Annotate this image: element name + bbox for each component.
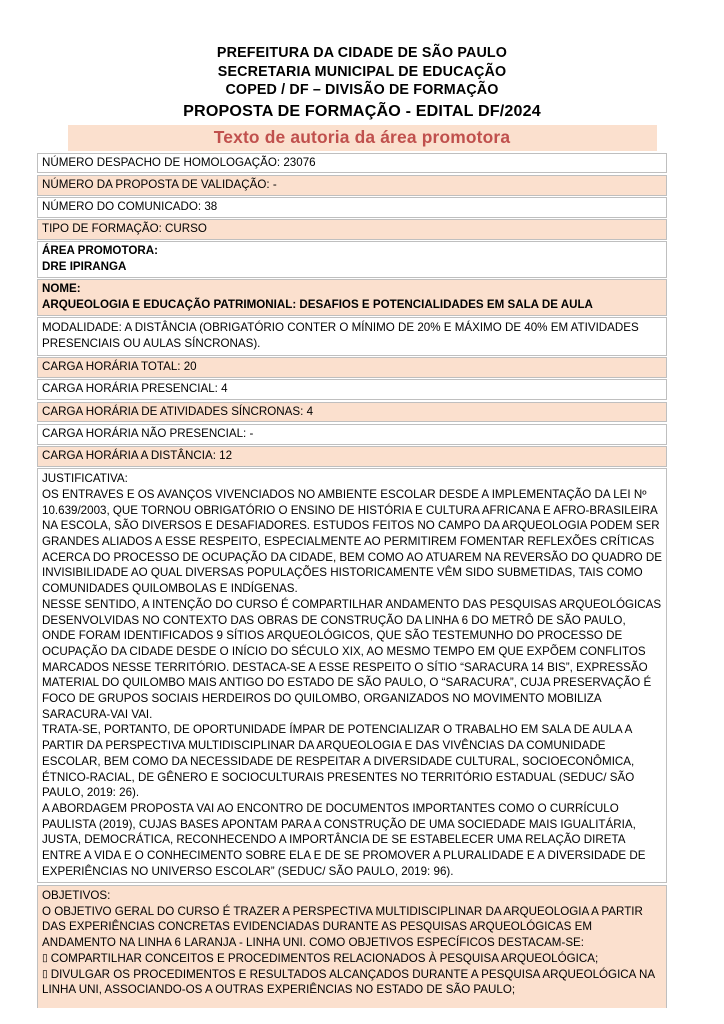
objetivo-bullet-1-text: COMPARTILHAR CONCEITOS E PROCEDIMENTOS RELACIONADOS À PESQUISA ARQUEOLÓGICA; xyxy=(50,951,599,965)
modalidade-value: MODALIDADE: A DISTÂNCIA (OBRIGATÓRIO CONTER O MÍNIMO DE 20% E MÁXIMO DE 40% EM ATIVIDADES PRESENCIAIS OU AULAS SÍNCRONAS). xyxy=(42,321,639,350)
proposta-validacao-value: NÚMERO DA PROPOSTA DE VALIDAÇÃO: - xyxy=(42,177,277,191)
row-carga-horaria-sincronas xyxy=(37,402,667,423)
carga-distancia-value: CARGA HORÁRIA A DISTÂNCIA: 12 xyxy=(42,449,233,462)
header-line-prefeitura: PREFEITURA DA CIDADE DE SÃO PAULO xyxy=(216,45,508,61)
row-carga-horaria-distancia xyxy=(37,446,667,467)
row-carga-horaria-total xyxy=(37,357,667,378)
objetivos-intro: O OBJETIVO GERAL DO CURSO É TRAZER A PERSPECTIVA MULTIDISCIPLINAR DA ARQUEOLOGIA A PARTIR DAS EXPERIÊNCIAS CONCRETAS EVIDENCIADAS DURANTE AS PESQUISAS ARQUEOLÓGICAS EM ANDAMENTO NA LINHA 6 LARANJA - LINHA UNI. COMO OBJETIVOS ESPECÍFICOS DESTACAM-SE: xyxy=(42,904,643,950)
row-despacho-homologacao xyxy=(37,153,667,174)
objetivos-label: OBJETIVOS: xyxy=(42,888,111,902)
justificativa-paragraph-3: TRATA-SE, PORTANTO, DE OPORTUNIDADE ÍMPAR DE POTENCIALIZAR O TRABALHO EM SALA DE AULA A PARTIR DA PERSPECTIVA MULTIDISCIPLINAR DA ARQUEOLOGIA E DAS VIVÊNCIAS DA COMUNIDADE ESCOLAR, BEM COMO DA NECESSIDADE DE RESPEITAR A DIVERSIDADE CULTURAL, SOCIOECONÔMICA, ÉTNICO-RACIAL, DE GÊNERO E SOCIOCULTURAIS PRESENTES NO TERRITÓRIO ESTADUAL (SEDUC/ SÃO PAULO, 2019: 26). xyxy=(42,723,635,800)
area-promotora-label: ÁREA PROMOTORA: xyxy=(42,244,158,258)
comunicado-value: NÚMERO DO COMUNICADO: 38 xyxy=(42,200,218,214)
carga-presencial-value: CARGA HORÁRIA PRESENCIAL: 4 xyxy=(42,382,228,396)
nome-value: ARQUEOLOGIA E EDUCAÇÃO PATRIMONIAL: DESAFIOS E POTENCIALIDADES EM SALA DE AULA xyxy=(42,298,593,312)
row-modalidade xyxy=(37,317,667,355)
carga-total-value: CARGA HORÁRIA TOTAL: 20 xyxy=(42,360,197,374)
row-nome xyxy=(37,279,667,315)
row-carga-horaria-nao-presencial xyxy=(37,424,667,445)
nome-label: NOME: xyxy=(42,282,81,296)
justificativa-paragraph-4: A ABORDAGEM PROPOSTA VAI AO ENCONTRO DE DOCUMENTOS IMPORTANTES COMO O CURRÍCULO PAULISTA (2019), CUJAS BASES APONTAM PARA A CONSTRUÇÃO DE UMA SOCIEDADE MAIS IGUALITÁRIA, JUSTA, DEMOCRÁTICA, RECONHECENDO A IMPORTÂNCIA DE SE ESTABELECER UMA RELAÇÃO DIRETA ENTRE A VIDA E O CONHECIMENTO SOBRE ELA E DE SE PROMOVER A PLURALIDADE E A DIVERSIDADE DE EXPERIÊNCIAS NO UNIVERSO ESCOLAR” (SEDUC/ SÃO PAULO, 2019: 96). xyxy=(42,801,646,878)
row-comunicado xyxy=(37,197,667,218)
objetivo-bullet-2 xyxy=(42,967,662,998)
carga-nao-presencial-value: CARGA HORÁRIA NÃO PRESENCIAL: - xyxy=(42,426,254,440)
justificativa-label: JUSTIFICATIVA: xyxy=(42,472,128,486)
area-promotora-value: DRE IPIRANGA xyxy=(42,260,127,274)
document-header xyxy=(0,0,724,122)
justificativa-paragraph-1: OS ENTRAVES E OS AVANÇOS VIVENCIADOS NO AMBIENTE ESCOLAR DESDE A IMPLEMENTAÇÃO DA LEI Nº 10.639/2003, QUE TORNOU OBRIGATÓRIO O ENSINO DE HISTÓRIA E CULTURA AFRICANA E AFRO-BRASILEIRA NA ESCOLA, SÃO DIVERSOS E DESAFIADORES. ESTUDOS FEITOS NO CAMPO DA ARQUEOLOGIA PODEM SER GRANDES ALIADOS A ESSE RESPEITO, ESPECIALMENTE AO PERMITIREM FOMENTAR REFLEXÕES CRÍTICAS ACERCA DO PROCESSO DE OCUPAÇÃO DA CIDADE, BEM COMO AO ATUAREM NA REVERSÃO DO QUADRO DE INVISIBILIDADE AO QUAL DIVERSAS POPULAÇÕES HISTORICAMENTE VÊM SIDO SUBMETIDAS, TAIS COMO COMUNIDADES QUILOMBOLAS E INDÍGENAS. xyxy=(42,487,662,596)
page-title: Texto de autoria da área promotora xyxy=(213,126,511,147)
despacho-value: NÚMERO DESPACHO DE HOMOLOGAÇÃO: 23076 xyxy=(42,155,316,169)
row-carga-horaria-presencial xyxy=(37,379,667,400)
header-line-proposta: PROPOSTA DE FORMAÇÃO - EDITAL DF/2024 xyxy=(183,101,541,120)
row-objetivos xyxy=(37,885,667,1008)
header-line-secretaria: SECRETARIA MUNICIPAL DE EDUCAÇÃO xyxy=(217,63,507,80)
justificativa-paragraph-2: NESSE SENTIDO, A INTENÇÃO DO CURSO É COMPARTILHAR ANDAMENTO DAS PESQUISAS ARQUEOLÓGICAS DESENVOLVIDAS NO CONTEXTO DAS OBRAS DE CONSTRUÇÃO DA LINHA 6 DO METRÔ DE SÃO PAULO, ONDE FORAM IDENTIFICADOS 9 SÍTIOS ARQUEOLÓGICOS, QUE SÃO TESTEMUNHO DO PROCESSO DE OCUPAÇÃO DA CIDADE DESDE O INÍCIO DO SÉCULO XIX, AO MESMO TEMPO EM QUE EXPÕEM CONFLITOS MARCADOS NESSE TERRITÓRIO. DESTACA-SE A ESSE RESPEITO O SÍTIO “SARACURA 14 BIS”, EXPRESSÃO MATERIAL DO QUILOMBO MAIS ANTIGO DO ESTADO DE SÃO PAULO, O “SARACURA”, CUJA PRESERVAÇÃO É FOCO DE GRUPOS SOCIAIS HERDEIROS DO QUILOMBO, ORGANIZADOS NO MOVIMENTO MOBILIZA SARACURA-VAI VAI. xyxy=(42,597,662,721)
objetivo-bullet-2-text: DIVULGAR OS PROCEDIMENTOS E RESULTADOS ALCANÇADOS DURANTE A PESQUISA ARQUEOLÓGICA NA LINHA UNI, ASSOCIANDO-OS A OUTRAS EXPERIÊNCIAS NO ESTADO DE SÃO PAULO; xyxy=(42,967,655,997)
proposal-table xyxy=(37,153,667,1008)
title-banner xyxy=(68,125,657,151)
bullet-box-icon: ▯ xyxy=(42,951,48,964)
objetivo-bullet-1 xyxy=(42,951,662,967)
row-proposta-validacao xyxy=(37,175,667,196)
bullet-box-icon: ▯ xyxy=(42,967,48,980)
tipo-formacao-value: TIPO DE FORMAÇÃO: CURSO xyxy=(42,222,207,236)
row-tipo-formacao xyxy=(37,219,667,240)
row-justificativa xyxy=(37,468,667,883)
header-line-coped: COPED / DF – DIVISÃO DE FORMAÇÃO xyxy=(225,82,499,99)
carga-sincronas-value: CARGA HORÁRIA DE ATIVIDADES SÍNCRONAS: 4 xyxy=(42,404,314,418)
row-area-promotora xyxy=(37,241,667,277)
